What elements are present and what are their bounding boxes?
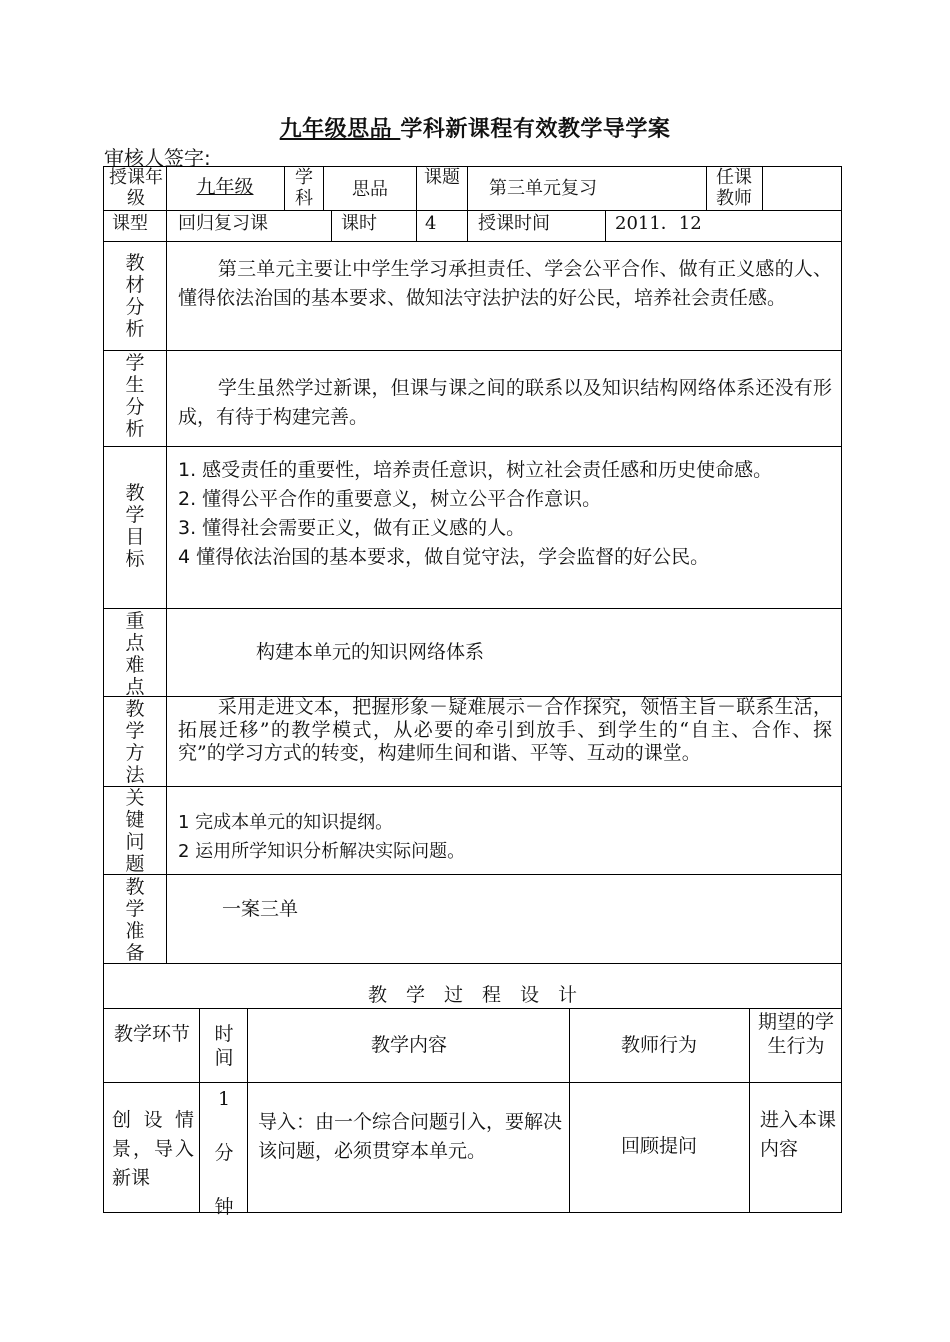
spacer: [205, 1113, 243, 1140]
question-item: 1 完成本单元的知识提纲。: [178, 812, 394, 833]
title-main: 学科新课程有效教学导学案: [400, 117, 671, 142]
col-divider: [199, 1008, 200, 1213]
material-analysis-label: 教材分析: [125, 252, 145, 340]
col-divider: [569, 1008, 570, 1213]
student-action-cell: 进入本课内容: [760, 1109, 837, 1160]
time-unit: 钟: [214, 1196, 234, 1218]
row-divider: [103, 786, 842, 787]
col-divider: [467, 210, 468, 241]
reviewer-signature-label: 审核人签字:: [104, 146, 211, 170]
time-value: 2011．12: [615, 213, 702, 234]
teaching-preparation-text: 一案三单: [222, 898, 299, 920]
col-divider: [247, 1008, 248, 1213]
teaching-methods-text: 采用走进文本，把握形象－疑难展示－合作探究，领悟主旨－联系生活，拓展迁移”的教学模式，从必要的牵引到放手、到学生的“自主、合作、探究”的学习方式的转变，构建师生间和谐、平等、互动的课堂。: [178, 696, 832, 764]
time-label: 授课时间: [478, 213, 550, 234]
col-header-teacher: 教师行为: [620, 1034, 697, 1056]
process-heading: 教 学 过 程 设 计: [367, 984, 577, 1006]
teacher-label: 任课教师: [716, 167, 752, 209]
teaching-goals-label: 教学目标: [125, 482, 145, 570]
col-divider: [166, 210, 167, 241]
col-divider: [416, 166, 417, 210]
grade-value: 九年级: [196, 176, 254, 198]
col-header-content: 教学内容: [370, 1034, 447, 1056]
material-analysis-text: 第三单元主要让中学生学习承担责任、学会公平合作、做有正义感的人、懂得依法治国的基本要求、做知法守法护法的好公民，培养社会责任感。: [178, 258, 832, 309]
row-divider: [103, 241, 842, 242]
key-questions-list: [178, 808, 832, 866]
content-cell: 导入：由一个综合问题引入，要解决该问题，必须贯穿本单元。: [258, 1111, 563, 1162]
col-header-student: 期望的学生行为: [757, 1011, 834, 1057]
spacer: [205, 1167, 243, 1194]
row-divider: [103, 874, 842, 875]
topic-value: 第三单元复习: [489, 178, 597, 199]
col-divider: [331, 210, 332, 241]
col-divider: [166, 166, 167, 210]
key-difficult-points-text: 构建本单元的知识网络体系: [256, 641, 485, 663]
stage-cell: 创设情景，导入新课: [112, 1109, 194, 1189]
subject-value: 思品: [352, 179, 388, 200]
time-cell: [205, 1086, 243, 1221]
col-divider: [749, 1008, 750, 1213]
hours-label: 课时: [341, 213, 377, 234]
subject-label: 学科: [295, 167, 313, 209]
col-divider: [762, 166, 763, 210]
col-header-time: 时间: [214, 1023, 234, 1069]
goal-item: 2. 懂得公平合作的重要意义，树立公平合作意识。: [178, 488, 602, 510]
teaching-methods-label: 教学方法: [125, 698, 145, 786]
student-analysis-text: 学生虽然学过新课，但课与课之间的联系以及知识结构网络体系还没有形成，有待于构建完善。: [178, 377, 832, 428]
goal-item: 3. 懂得社会需要正义，做有正义感的人。: [178, 517, 526, 539]
time-value: 1: [217, 1088, 231, 1110]
teaching-goals-list: [178, 456, 832, 572]
goal-item: 1. 感受责任的重要性，培养责任意识，树立社会责任感和历史使命感。: [178, 459, 773, 481]
row-divider: [103, 608, 842, 609]
teacher-action-cell: 回顾提问: [620, 1135, 697, 1157]
title-grade-subject: 九年级思品: [279, 117, 401, 142]
col-divider: [284, 166, 285, 210]
topic-label: 课题: [424, 167, 460, 188]
row-divider: [103, 350, 842, 351]
question-item: 2 运用所学知识分析解决实际问题。: [178, 841, 466, 862]
teaching-preparation-label: 教学准备: [125, 876, 145, 964]
hours-value: 4: [425, 213, 437, 234]
time-unit: 分: [214, 1142, 234, 1164]
student-analysis-label: 学生分析: [125, 352, 145, 440]
goal-item: 4 懂得依法治国的基本要求，做自觉守法，学会监督的好公民。: [178, 546, 710, 568]
col-divider: [706, 166, 707, 210]
type-value: 回归复习课: [178, 213, 268, 234]
col-divider: [467, 166, 468, 210]
label-column-divider: [166, 241, 167, 964]
col-divider: [323, 166, 324, 210]
document-title: [0, 112, 950, 143]
row-divider: [103, 446, 842, 447]
col-divider: [416, 210, 417, 241]
type-label: 课型: [112, 213, 148, 234]
key-questions-label: 关键问题: [125, 787, 145, 875]
row-divider: [103, 210, 842, 211]
row-divider: [103, 1082, 842, 1083]
grade-label: 授课年级: [109, 167, 163, 209]
key-difficult-points-label: 重点难点: [125, 610, 145, 698]
col-header-stage: 教学环节: [113, 1023, 190, 1045]
col-divider: [605, 210, 606, 241]
